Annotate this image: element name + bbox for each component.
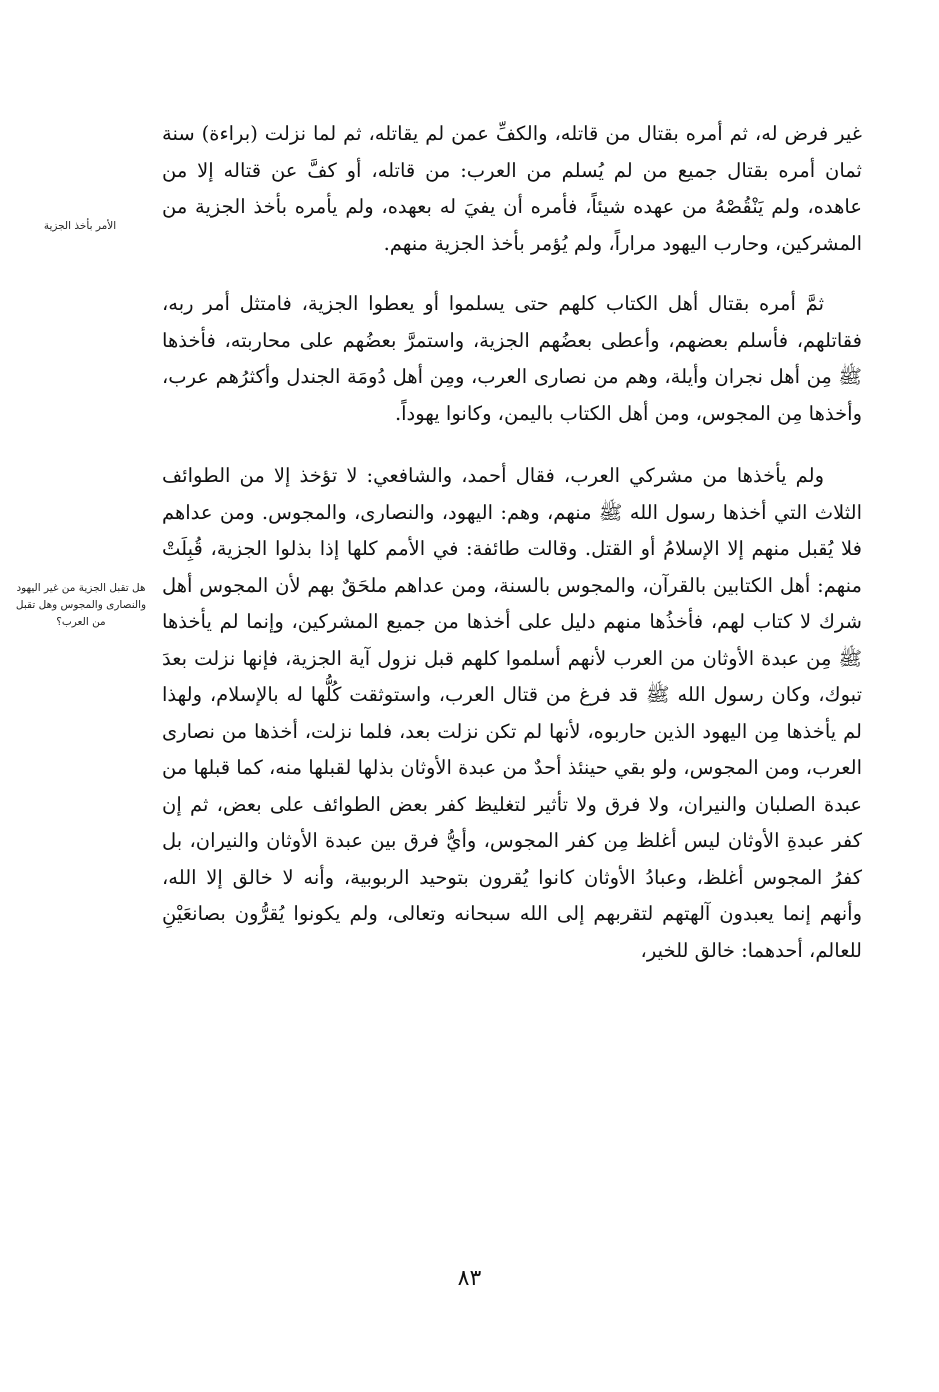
- paragraph-1: غير فرض له، ثم أمره بقتال من قاتله، والكفِّ عمن لم يقاتله، ثم لما نزلت (براءة) سنة ثمان أمره بقتال جميع من لم يُسلم من العرب: من قاتله، أو كفَّ عن قتاله إلا من عاهده، ولم يَنْقُصْهُ من عهده شيئاً، فأمره أن يفيَ له بعهده، ولم يأمره بأخذ الجزية من المشركين، وحارب اليهود مراراً، ولم يُؤمر بأخذ الجزية منهم.: [162, 122, 862, 255]
- paragraph-2: ثمَّ أمره بقتال أهل الكتاب كلهم حتى يسلموا أو يعطوا الجزية، فامتثل أمر ربه، فقاتلهم، فأسلم بعضهم، وأعطى بعضُهم الجزية، واستمرَّ بعضُهم على محاربته، فأخذها ﷺ مِن أهل نجران وأيلة، وهم من نصارى العرب، ومِن أهل دُومَة الجندل وأكثرُهم عرب، وأخذها مِن المجوس، ومن أهل الكتاب باليمن، وكانوا يهوداً.: [162, 292, 862, 425]
- paragraph-3: ولم يأخذها من مشركي العرب، فقال أحمد، والشافعي: لا تؤخذ إلا من الطوائف الثلاث التي أخذها رسول الله ﷺ منهم، وهم: اليهود، والنصارى، والمجوس. ومن عداهم فلا يُقبل منهم إلا الإسلامُ أو القتل. وقالت طائفة: في الأمم كلها إذا بذلوا الجزية، قُبِلَتْ منهم: أهل الكتابين بالقرآن، والمجوس بالسنة، ومن عداهم ملحَقٌ بهم لأن المجوس أهل شرك لا كتاب لهم، فأخذُها منهم دليل على أخذها من جميع المشركين، وإنما لم يأخذها ﷺ مِن عبدة الأوثان من العرب لأنهم أسلموا كلهم قبل نزول آية الجزية، فإنها نزلت بعدَ تبوك، وكان رسول الله ﷺ قد فرغ من قتال العرب، واستوثقت كُلُّها له بالإسلام، ولهذا لم يأخذها مِن اليهود الذين حاربوه، لأنها لم تكن نزلت بعد، فلما نزلت، أخذها من نصارى العرب، ومن المجوس، ولو بقي حينئذ أحدٌ من عبدة الأوثان بذلها لقبلها منه، كما قبلها من عبدة الصلبان والنيران، ولا فرق ولا تأثير لتغليظ كفر بعض الطوائف على بعض، ثم إن كفر عبدةِ الأوثان ليس أغلظ مِن كفر المجوس، وأيُّ فرق بين عبدة الأوثان والنيران، بل كفرُ المجوس أغلظ، وعبادُ الأوثان كانوا يُقرون بتوحيد الربوبية، وأنه لا خالق إلا الله، وأنهم إنما يعبدون آلهتهم لتقربهم إلى الله سبحانه وتعالى، ولم يكونوا يُقرُّون بصانعَيْنِ للعالم، أحدهما: خالق للخير،: [162, 464, 862, 962]
- paragraph-spacer: [162, 262, 862, 286]
- paragraph-spacer: [162, 432, 862, 458]
- margin-note-taking-jizya: الأمر بأخذ الجزية: [43, 220, 117, 232]
- margin-note-jizya-acceptance: هل تقبل الجزية من غير اليهود والنصارى والمجوس وهل تقبل من العرب؟: [15, 582, 147, 628]
- main-text: [162, 116, 862, 969]
- page-number: ٨٣: [457, 1266, 482, 1291]
